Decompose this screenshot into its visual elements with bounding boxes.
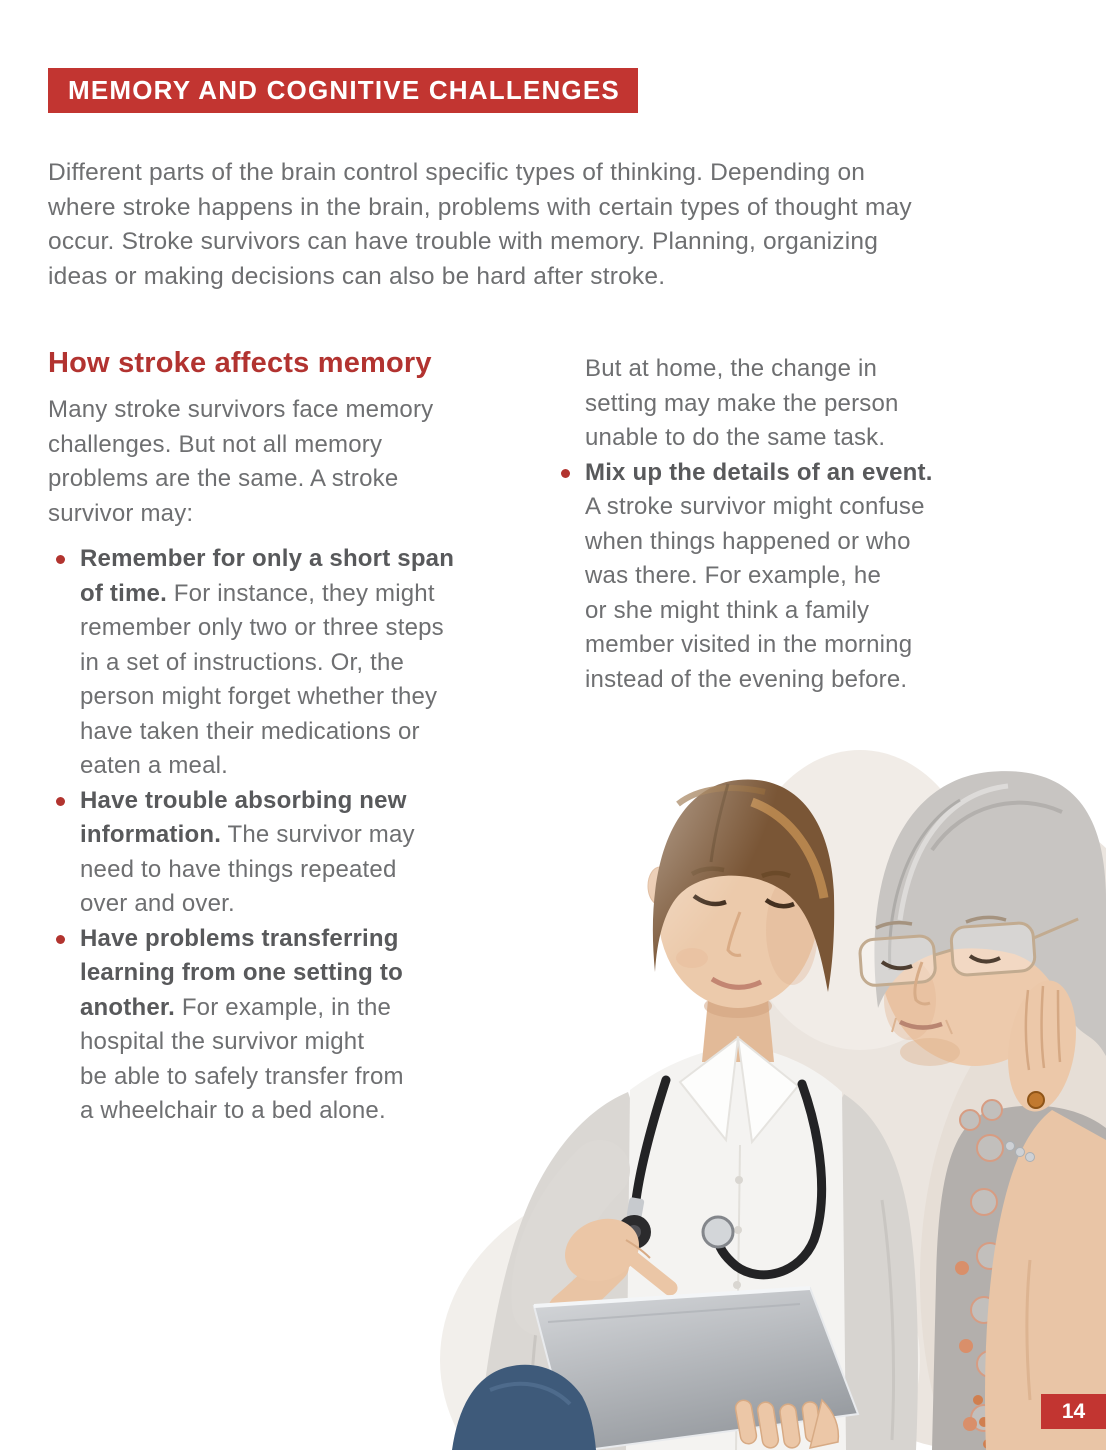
text-line: problems are the same. A stroke bbox=[48, 465, 399, 492]
bold-text: Have trouble absorbing new bbox=[80, 786, 407, 814]
text-line: in a set of instructions. Or, the bbox=[80, 648, 405, 676]
bold-text: of time. bbox=[80, 579, 167, 607]
section-header-badge bbox=[48, 68, 638, 113]
bullet-dot bbox=[561, 469, 570, 478]
bold-text: Remember for only a short span bbox=[80, 545, 455, 572]
text-line: person might forget whether they bbox=[80, 683, 438, 710]
right-bullet-list bbox=[553, 456, 1033, 698]
bullet-text bbox=[65, 784, 415, 922]
text-line: have taken their medications or bbox=[80, 717, 420, 745]
text-line: or she might think a family bbox=[585, 596, 870, 624]
text-line: But at home, the change in bbox=[585, 355, 878, 382]
text-line: instead of the evening before. bbox=[585, 665, 908, 693]
intro-paragraph bbox=[48, 156, 912, 294]
bold-text: another. bbox=[80, 993, 175, 1021]
text-line: where stroke happens in the brain, problems with certain types of thought may bbox=[48, 193, 912, 221]
page-number: 14 bbox=[1061, 1399, 1086, 1423]
left-bullet-list bbox=[48, 542, 528, 1129]
text-line: unable to do the same task. bbox=[585, 424, 886, 451]
bullet-dot bbox=[56, 555, 65, 564]
text-line: setting may make the person bbox=[585, 389, 899, 417]
text-line: challenges. But not all memory bbox=[48, 430, 383, 458]
left-column bbox=[48, 346, 528, 1129]
text-line bbox=[80, 784, 415, 819]
bullet-item bbox=[48, 784, 528, 922]
bullet-item bbox=[553, 456, 1033, 698]
page-number-badge bbox=[1041, 1394, 1106, 1429]
text-line: over and over. bbox=[80, 890, 235, 917]
bullet-item bbox=[48, 922, 528, 1129]
text-line bbox=[585, 456, 933, 491]
right-column bbox=[553, 352, 1033, 697]
text-line: Different parts of the brain control specific types of thinking. Depending on bbox=[48, 159, 866, 186]
text-line: survivor may: bbox=[48, 499, 194, 527]
photo-illustration bbox=[430, 700, 1106, 1450]
bullet-text bbox=[65, 542, 454, 784]
text-line: a wheelchair to a bed alone. bbox=[80, 1097, 386, 1124]
text-line: another. For example, in the bbox=[80, 993, 392, 1021]
bold-text: learning from one setting to bbox=[80, 959, 403, 986]
text-line: occur. Stroke survivors can have trouble with memory. Planning, organizing bbox=[48, 228, 879, 255]
bold-text: Mix up the details of an event. bbox=[585, 458, 933, 486]
text-line bbox=[80, 542, 454, 577]
text-line: member visited in the morning bbox=[585, 631, 913, 658]
bullet-dot bbox=[56, 935, 65, 944]
text-line: ideas or making decisions can also be hard after stroke. bbox=[48, 262, 666, 290]
text-line: information. The survivor may bbox=[80, 821, 415, 848]
photo-doctor-patient-tablet bbox=[430, 700, 1106, 1450]
subsection-heading: How stroke affects memory bbox=[48, 347, 432, 379]
text-line: of time. For instance, they might bbox=[80, 579, 435, 607]
text-line: need to have things repeated bbox=[80, 855, 397, 883]
text-line: was there. For example, he bbox=[585, 562, 882, 589]
bold-text: Have problems transferring bbox=[80, 924, 399, 952]
bullet-text bbox=[570, 456, 933, 698]
text-line: be able to safely transfer from bbox=[80, 1062, 404, 1090]
text-line: A stroke survivor might confuse bbox=[585, 493, 925, 520]
section-title: MEMORY AND COGNITIVE CHALLENGES bbox=[68, 75, 620, 105]
bullet-item bbox=[48, 542, 528, 784]
text-line bbox=[80, 956, 404, 991]
text-line: eaten a meal. bbox=[80, 752, 229, 779]
text-line: Many stroke survivors face memory bbox=[48, 396, 434, 423]
bold-text: information. bbox=[80, 821, 222, 848]
bullet-dot bbox=[56, 797, 65, 806]
right-column-paragraph bbox=[553, 352, 1033, 456]
text-line bbox=[80, 922, 404, 957]
left-column-paragraph bbox=[48, 393, 528, 531]
text-line: when things happened or who bbox=[585, 527, 911, 555]
text-line: hospital the survivor might bbox=[80, 1028, 365, 1055]
text-line: remember only two or three steps bbox=[80, 614, 444, 641]
bullet-text bbox=[65, 922, 404, 1129]
